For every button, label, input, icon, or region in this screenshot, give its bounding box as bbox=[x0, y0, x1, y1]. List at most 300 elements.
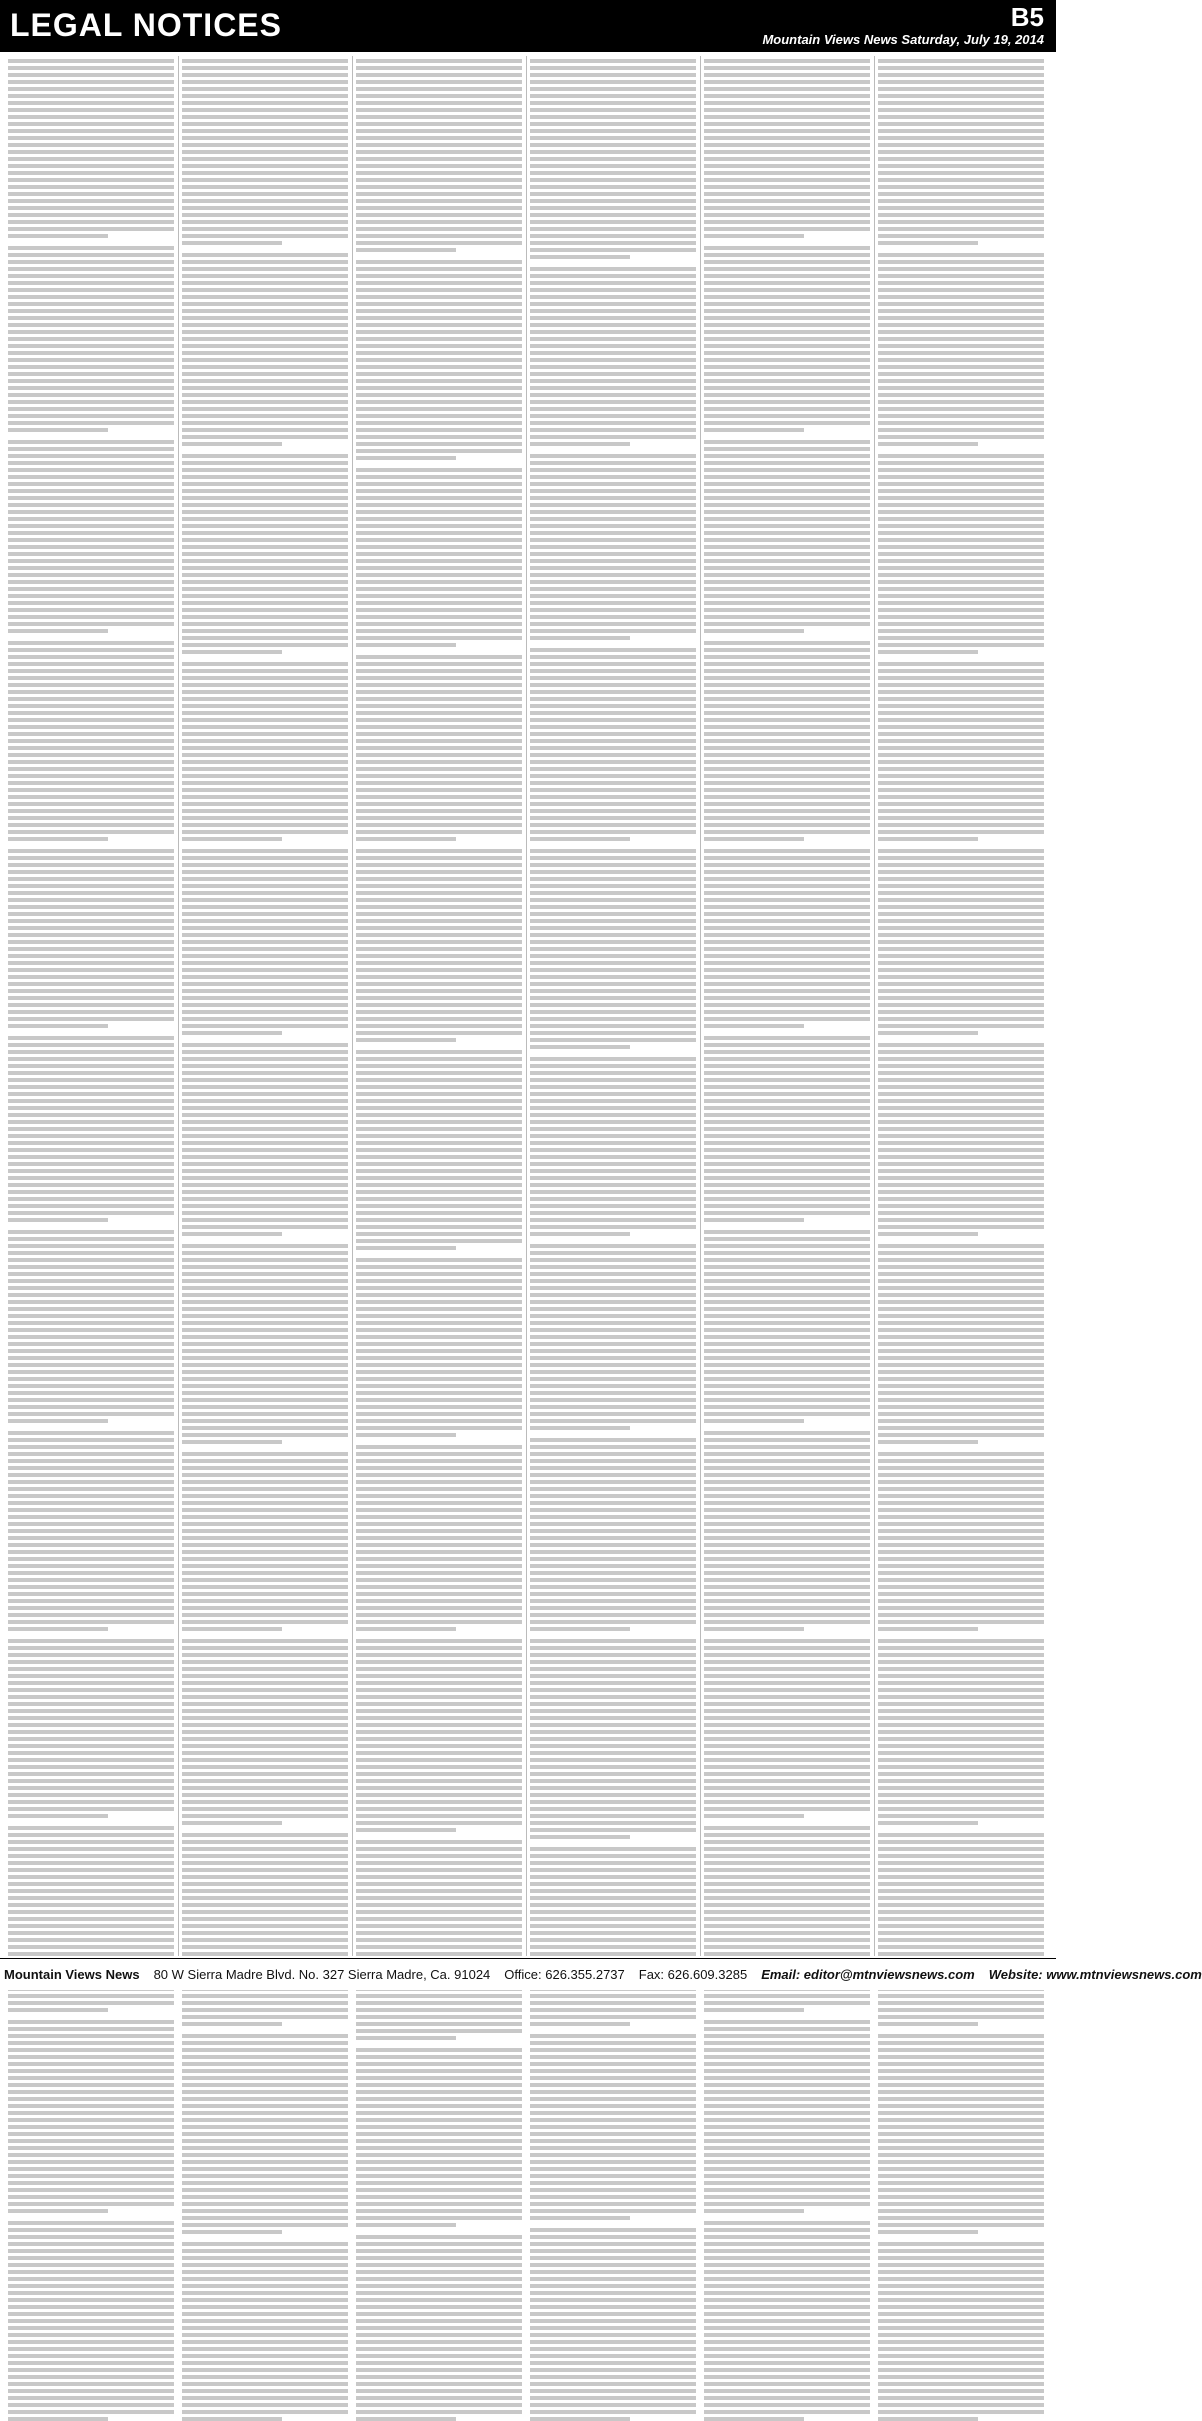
notice-text-line bbox=[8, 101, 174, 105]
notice-text-line bbox=[356, 1190, 522, 1194]
notice-text-line bbox=[878, 1251, 1044, 1255]
notice-text-line bbox=[530, 101, 696, 105]
notice-text-line bbox=[8, 1695, 174, 1699]
notice-text-line bbox=[182, 650, 282, 654]
notice-text-line bbox=[878, 1903, 1044, 1907]
notice-text-line bbox=[356, 1772, 522, 1776]
notice-text-line bbox=[530, 2055, 696, 2059]
notice-text-line bbox=[530, 295, 696, 299]
notice-text-line bbox=[182, 2139, 348, 2143]
notice-text-line bbox=[8, 260, 174, 264]
notice-text-line bbox=[878, 164, 1044, 168]
notice-text-line bbox=[356, 926, 522, 930]
notice-text-line bbox=[530, 1356, 696, 1360]
notice-text-line bbox=[8, 2146, 174, 2150]
notice-text-line bbox=[704, 2340, 870, 2344]
notice-text-line bbox=[356, 2048, 522, 2052]
notice-text-line bbox=[878, 435, 1044, 439]
notice-text-line bbox=[530, 2235, 696, 2239]
notice-text-line bbox=[8, 2333, 174, 2337]
notice-text-line bbox=[182, 662, 348, 666]
notice-text-line bbox=[878, 2382, 1044, 2386]
notice-text-line bbox=[356, 1176, 522, 1180]
notice-text-line bbox=[530, 1793, 696, 1797]
notice-text-line bbox=[356, 1522, 522, 1526]
notice-text-line bbox=[182, 316, 348, 320]
notice-text-line bbox=[878, 1674, 1044, 1678]
notice-text-line bbox=[182, 1931, 348, 1935]
notice-text-line bbox=[878, 1821, 978, 1825]
notice-text-line bbox=[704, 1793, 870, 1797]
notice-text-line bbox=[182, 1910, 348, 1914]
notice-text-line bbox=[704, 1639, 870, 1643]
notice-text-line bbox=[704, 837, 804, 841]
notice-text-line bbox=[8, 220, 174, 224]
notice-text-line bbox=[878, 122, 1044, 126]
notice-text-line bbox=[356, 2375, 522, 2379]
notice-text-line bbox=[530, 1550, 696, 1554]
notice-text-line bbox=[8, 690, 174, 694]
notice-text-line bbox=[878, 1889, 1044, 1893]
notice-text-line bbox=[356, 1681, 522, 1685]
notice-text-line bbox=[356, 940, 522, 944]
notice-text-line bbox=[182, 108, 348, 112]
notice-text-line bbox=[878, 552, 1044, 556]
notice-text-line bbox=[356, 849, 522, 853]
notice-text-line bbox=[8, 1300, 174, 1304]
notice-text-line bbox=[182, 337, 348, 341]
notice-text-line bbox=[704, 1814, 804, 1818]
notice-text-line bbox=[704, 2008, 804, 2012]
notice-text-line bbox=[8, 1606, 174, 1610]
notice-text-line bbox=[530, 1272, 696, 1276]
notice-text-line bbox=[530, 414, 696, 418]
notice-text-line bbox=[356, 241, 522, 245]
notice-text-line bbox=[530, 1814, 696, 1818]
notice-text-line bbox=[8, 552, 174, 556]
notice-text-line bbox=[356, 330, 522, 334]
notice-text-line bbox=[8, 2242, 174, 2246]
notice-text-line bbox=[182, 101, 348, 105]
notice-text-line bbox=[356, 2417, 456, 2421]
notice-text-line bbox=[530, 1557, 696, 1561]
notice-text-line bbox=[878, 559, 1044, 563]
notice-text-line bbox=[182, 1300, 348, 1304]
legal-notice bbox=[182, 2034, 348, 2234]
notice-text-line bbox=[356, 171, 522, 175]
notice-text-line bbox=[878, 2022, 978, 2026]
notice-text-line bbox=[878, 2368, 1044, 2372]
notice-text-line bbox=[8, 704, 174, 708]
notice-text-line bbox=[704, 482, 870, 486]
notice-text-line bbox=[878, 2041, 1044, 2045]
notice-text-line bbox=[356, 1064, 522, 1068]
notice-text-line bbox=[8, 1349, 174, 1353]
notice-text-line bbox=[704, 2041, 870, 2045]
notice-text-line bbox=[878, 241, 978, 245]
notice-text-line bbox=[530, 1868, 696, 1872]
notice-text-line bbox=[356, 2167, 522, 2171]
notice-text-line bbox=[8, 1564, 174, 1568]
notice-text-line bbox=[8, 1723, 174, 1727]
notice-text-line bbox=[530, 2153, 696, 2157]
notice-text-line bbox=[530, 594, 696, 598]
notice-text-line bbox=[356, 1723, 522, 1727]
notice-text-line bbox=[356, 1010, 522, 1014]
notice-text-line bbox=[530, 2160, 696, 2164]
notice-text-line bbox=[704, 386, 870, 390]
notice-text-line bbox=[356, 1265, 522, 1269]
notice-text-line bbox=[530, 2284, 696, 2288]
notice-text-line bbox=[704, 316, 870, 320]
notice-text-line bbox=[8, 94, 174, 98]
notice-text-line bbox=[8, 73, 174, 77]
notice-text-line bbox=[704, 669, 870, 673]
notice-text-line bbox=[356, 809, 522, 813]
notice-text-line bbox=[530, 1681, 696, 1685]
notice-text-line bbox=[356, 87, 522, 91]
notice-text-line bbox=[356, 2083, 522, 2087]
notice-text-line bbox=[704, 2368, 870, 2372]
notice-text-line bbox=[530, 2097, 696, 2101]
notice-text-line bbox=[8, 1571, 174, 1575]
notice-text-line bbox=[704, 1169, 870, 1173]
notice-text-line bbox=[8, 1078, 174, 1082]
notice-text-line bbox=[8, 2326, 174, 2330]
notice-text-line bbox=[182, 274, 348, 278]
notice-text-line bbox=[356, 863, 522, 867]
notice-text-line bbox=[182, 1342, 348, 1346]
notice-text-line bbox=[182, 1078, 348, 1082]
notice-text-line bbox=[356, 1127, 522, 1131]
notice-text-line bbox=[182, 1024, 348, 1028]
notice-text-line bbox=[530, 1646, 696, 1650]
legal-notice bbox=[356, 2048, 522, 2227]
notice-text-line bbox=[182, 1585, 348, 1589]
notice-text-line bbox=[878, 1529, 1044, 1533]
notice-text-line bbox=[182, 1543, 348, 1547]
notice-text-line bbox=[878, 1896, 1044, 1900]
notice-text-line bbox=[704, 760, 870, 764]
footer-website: Website: www.mtnviewsnews.com bbox=[988, 1967, 1202, 1982]
notice-text-line bbox=[8, 545, 174, 549]
notice-text-line bbox=[182, 122, 348, 126]
notice-text-line bbox=[878, 1452, 1044, 1456]
notice-text-line bbox=[356, 2036, 456, 2040]
notice-text-line bbox=[530, 1702, 696, 1706]
notice-text-line bbox=[356, 1314, 522, 1318]
notice-text-line bbox=[530, 676, 696, 680]
notice-text-line bbox=[878, 1578, 1044, 1582]
notice-text-line bbox=[182, 213, 348, 217]
notice-text-line bbox=[704, 246, 870, 250]
notice-text-line bbox=[8, 253, 174, 257]
notice-text-line bbox=[530, 108, 696, 112]
notice-text-line bbox=[8, 1050, 174, 1054]
notice-text-line bbox=[8, 905, 174, 909]
notice-text-line bbox=[356, 552, 522, 556]
notice-text-line bbox=[8, 2139, 174, 2143]
notice-text-line bbox=[704, 379, 870, 383]
notice-text-line bbox=[878, 489, 1044, 493]
notice-text-line bbox=[356, 933, 522, 937]
notice-text-line bbox=[530, 365, 696, 369]
notice-text-line bbox=[182, 760, 348, 764]
notice-text-line bbox=[878, 1716, 1044, 1720]
notice-text-line bbox=[8, 2069, 174, 2073]
notice-text-line bbox=[356, 837, 456, 841]
notice-text-line bbox=[182, 837, 282, 841]
notice-text-line bbox=[704, 753, 870, 757]
notice-text-line bbox=[704, 288, 870, 292]
notice-text-line bbox=[8, 1639, 174, 1643]
notice-text-line bbox=[182, 1204, 348, 1208]
notice-text-line bbox=[182, 2354, 348, 2358]
notice-text-line bbox=[8, 447, 174, 451]
notice-text-line bbox=[356, 891, 522, 895]
notice-text-line bbox=[182, 1889, 348, 1893]
notice-text-line bbox=[878, 781, 1044, 785]
notice-text-line bbox=[356, 870, 522, 874]
notice-text-line bbox=[182, 400, 348, 404]
notice-text-line bbox=[704, 150, 870, 154]
notice-text-line bbox=[704, 178, 870, 182]
notice-text-line bbox=[704, 309, 870, 313]
notice-text-line bbox=[878, 531, 1044, 535]
notice-text-line bbox=[8, 503, 174, 507]
notice-text-line bbox=[356, 482, 522, 486]
notice-text-line bbox=[356, 80, 522, 84]
notice-text-line bbox=[704, 1370, 870, 1374]
notice-text-line bbox=[8, 1765, 174, 1769]
notice-text-line bbox=[878, 898, 1044, 902]
notice-text-line bbox=[878, 2340, 1044, 2344]
notice-text-line bbox=[704, 1384, 870, 1388]
notice-text-line bbox=[356, 1363, 522, 1367]
notice-text-line bbox=[878, 351, 1044, 355]
notice-text-line bbox=[182, 1875, 348, 1879]
notice-text-line bbox=[182, 1307, 348, 1311]
notice-text-line bbox=[878, 136, 1044, 140]
notice-text-line bbox=[704, 1211, 870, 1215]
notice-text-line bbox=[704, 2139, 870, 2143]
notice-text-line bbox=[8, 919, 174, 923]
notice-text-line bbox=[356, 669, 522, 673]
notice-text-line bbox=[878, 753, 1044, 757]
notice-text-line bbox=[182, 711, 348, 715]
notice-text-line bbox=[182, 1169, 348, 1173]
notice-text-line bbox=[878, 622, 1044, 626]
notice-text-line bbox=[8, 2153, 174, 2157]
notice-text-line bbox=[356, 468, 522, 472]
notice-text-line bbox=[182, 2347, 348, 2351]
notice-text-line bbox=[356, 2235, 522, 2239]
notice-text-line bbox=[182, 1861, 348, 1865]
notice-text-line bbox=[182, 1155, 348, 1159]
notice-text-line bbox=[8, 309, 174, 313]
notice-text-line bbox=[356, 1071, 522, 1075]
notice-text-line bbox=[182, 468, 348, 472]
notice-text-line bbox=[8, 454, 174, 458]
notice-text-line bbox=[878, 1092, 1044, 1096]
notice-text-line bbox=[878, 1342, 1044, 1346]
notice-text-line bbox=[8, 1452, 174, 1456]
notice-text-line bbox=[182, 517, 348, 521]
notice-text-line bbox=[182, 816, 348, 820]
notice-text-line bbox=[878, 428, 1044, 432]
notice-text-line bbox=[704, 1286, 870, 1290]
notice-text-line bbox=[704, 1854, 870, 1858]
notice-text-line bbox=[704, 891, 870, 895]
notice-text-line bbox=[182, 1994, 348, 1998]
notice-text-line bbox=[530, 2249, 696, 2253]
notice-text-line bbox=[530, 1522, 696, 1526]
notice-text-line bbox=[530, 1875, 696, 1879]
notice-text-line bbox=[356, 1258, 522, 1262]
notice-text-line bbox=[182, 1426, 348, 1430]
notice-text-line bbox=[356, 1113, 522, 1117]
notice-text-line bbox=[704, 1064, 870, 1068]
notice-text-line bbox=[356, 2312, 522, 2316]
notice-text-line bbox=[8, 1931, 174, 1935]
notice-text-line bbox=[356, 2139, 522, 2143]
notice-text-line bbox=[704, 947, 870, 951]
notice-text-line bbox=[356, 1882, 522, 1886]
legal-notice bbox=[8, 440, 174, 633]
notice-text-line bbox=[356, 475, 522, 479]
notice-text-line bbox=[356, 912, 522, 916]
notice-text-line bbox=[8, 1127, 174, 1131]
publication-dateline: Mountain Views News Saturday, July 19, 2014 bbox=[762, 32, 1044, 47]
notice-text-line bbox=[182, 1646, 348, 1650]
notice-text-line bbox=[356, 601, 522, 605]
notice-text-line bbox=[704, 877, 870, 881]
notice-text-line bbox=[878, 1861, 1044, 1865]
notice-text-line bbox=[704, 1653, 870, 1657]
legal-notice bbox=[182, 59, 348, 245]
notice-text-line bbox=[356, 643, 456, 647]
notice-text-line bbox=[704, 711, 870, 715]
notice-text-line bbox=[704, 1772, 870, 1776]
notice-text-line bbox=[356, 968, 522, 972]
notice-text-line bbox=[704, 510, 870, 514]
notice-text-line bbox=[182, 157, 348, 161]
notice-text-line bbox=[530, 1452, 696, 1456]
notice-text-line bbox=[182, 267, 348, 271]
notice-text-line bbox=[530, 1744, 696, 1748]
notice-text-line bbox=[704, 1840, 870, 1844]
notice-text-line bbox=[8, 830, 174, 834]
notice-text-line bbox=[182, 2284, 348, 2288]
notice-text-line bbox=[8, 2277, 174, 2281]
notice-text-line bbox=[530, 802, 696, 806]
notice-text-line bbox=[182, 1099, 348, 1103]
notice-text-line bbox=[356, 213, 522, 217]
notice-text-line bbox=[356, 2270, 522, 2274]
notice-text-line bbox=[878, 662, 1044, 666]
notice-columns bbox=[8, 56, 1048, 1956]
notice-text-line bbox=[356, 760, 522, 764]
notice-text-line bbox=[704, 1646, 870, 1650]
notice-text-line bbox=[356, 1800, 522, 1804]
notice-text-line bbox=[878, 227, 1044, 231]
notice-text-line bbox=[356, 1896, 522, 1900]
notice-text-line bbox=[182, 372, 348, 376]
notice-text-line bbox=[182, 1667, 348, 1671]
notice-text-line bbox=[530, 122, 696, 126]
notice-text-line bbox=[704, 1765, 870, 1769]
notice-text-line bbox=[530, 1653, 696, 1657]
notice-text-line bbox=[8, 802, 174, 806]
notice-text-line bbox=[878, 1384, 1044, 1388]
notice-text-line bbox=[704, 337, 870, 341]
notice-text-line bbox=[704, 1924, 870, 1928]
notice-text-line bbox=[530, 1543, 696, 1547]
notice-text-line bbox=[8, 213, 174, 217]
notice-text-line bbox=[8, 323, 174, 327]
notice-text-line bbox=[182, 1459, 348, 1463]
notice-text-line bbox=[530, 781, 696, 785]
notice-text-line bbox=[356, 358, 522, 362]
notice-text-line bbox=[356, 302, 522, 306]
notice-text-line bbox=[356, 1814, 522, 1818]
legal-notice bbox=[704, 59, 870, 238]
notice-text-line bbox=[182, 2319, 348, 2323]
notice-text-line bbox=[182, 2209, 348, 2213]
notice-text-line bbox=[182, 386, 348, 390]
notice-text-line bbox=[530, 2062, 696, 2066]
notice-text-line bbox=[182, 2022, 282, 2026]
notice-text-line bbox=[530, 1716, 696, 1720]
notice-text-line bbox=[8, 989, 174, 993]
notice-text-line bbox=[8, 1384, 174, 1388]
notice-text-line bbox=[530, 2410, 696, 2414]
notice-text-line bbox=[8, 1903, 174, 1907]
notice-text-line bbox=[878, 1744, 1044, 1748]
notice-text-line bbox=[8, 2291, 174, 2295]
notice-text-line bbox=[182, 1681, 348, 1685]
notice-text-line bbox=[530, 2270, 696, 2274]
notice-text-line bbox=[704, 725, 870, 729]
notice-text-line bbox=[878, 1272, 1044, 1276]
notice-text-line bbox=[8, 594, 174, 598]
notice-text-line bbox=[878, 2055, 1044, 2059]
notice-text-line bbox=[356, 690, 522, 694]
notice-text-line bbox=[704, 358, 870, 362]
legal-notice bbox=[8, 849, 174, 1028]
notice-text-line bbox=[356, 178, 522, 182]
notice-text-line bbox=[530, 1695, 696, 1699]
notice-text-line bbox=[878, 2230, 978, 2234]
notice-text-line bbox=[182, 573, 348, 577]
notice-text-line bbox=[182, 2340, 348, 2344]
notice-text-line bbox=[530, 1225, 696, 1229]
notice-text-line bbox=[8, 1833, 174, 1837]
notice-text-line bbox=[878, 1211, 1044, 1215]
notice-text-line bbox=[8, 1779, 174, 1783]
notice-text-line bbox=[8, 2256, 174, 2260]
notice-text-line bbox=[704, 1709, 870, 1713]
notice-text-line bbox=[356, 1508, 522, 1512]
notice-text-line bbox=[530, 1293, 696, 1297]
notice-text-line bbox=[182, 1113, 348, 1117]
notice-text-line bbox=[878, 933, 1044, 937]
notice-text-line bbox=[704, 1875, 870, 1879]
column-rule bbox=[352, 56, 353, 1956]
notice-text-line bbox=[878, 2015, 1044, 2019]
notice-text-line bbox=[182, 1363, 348, 1367]
notice-text-line bbox=[8, 1412, 174, 1416]
